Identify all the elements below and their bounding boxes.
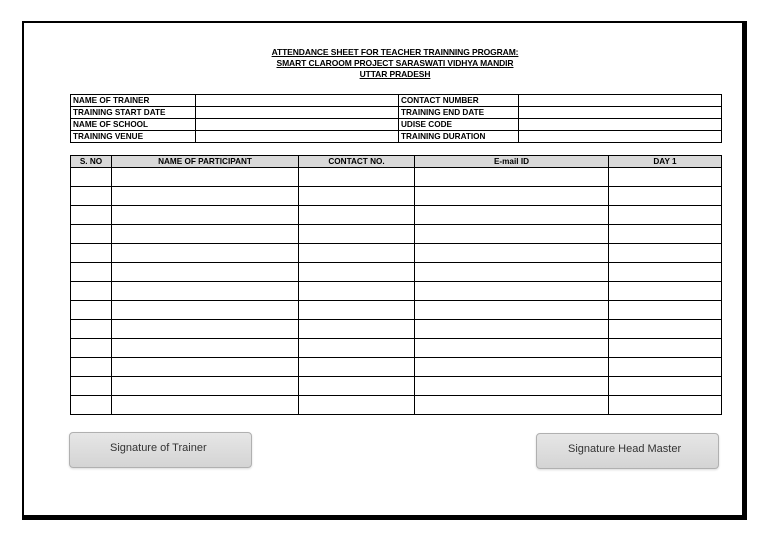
attendance-cell[interactable] xyxy=(609,320,722,339)
table-row xyxy=(71,244,722,263)
attendance-cell[interactable] xyxy=(299,301,415,320)
attendance-cell[interactable] xyxy=(71,187,112,206)
table-row xyxy=(71,377,722,396)
attendance-cell[interactable] xyxy=(112,339,299,358)
info-row xyxy=(71,107,722,119)
table-row xyxy=(71,339,722,358)
attendance-cell[interactable] xyxy=(112,244,299,263)
attendance-cell[interactable] xyxy=(415,301,609,320)
info-label: UDISE CODE xyxy=(399,119,519,131)
attendance-cell[interactable] xyxy=(415,396,609,415)
attendance-cell[interactable] xyxy=(415,282,609,301)
attendance-cell[interactable] xyxy=(299,187,415,206)
attendance-cell[interactable] xyxy=(71,206,112,225)
info-label: NAME OF SCHOOL xyxy=(71,119,196,131)
table-row xyxy=(71,396,722,415)
attendance-cell[interactable] xyxy=(415,377,609,396)
duration-field[interactable] xyxy=(519,131,722,143)
attendance-cell[interactable] xyxy=(415,358,609,377)
attendance-cell[interactable] xyxy=(609,187,722,206)
info-label: NAME OF TRAINER xyxy=(71,95,196,107)
table-row xyxy=(71,206,722,225)
table-row xyxy=(71,263,722,282)
udise-code-field[interactable] xyxy=(519,119,722,131)
info-label: TRAINING END DATE xyxy=(399,107,519,119)
head-master-signature-box[interactable] xyxy=(536,433,719,469)
attendance-cell[interactable] xyxy=(71,320,112,339)
contact-number-field[interactable] xyxy=(519,95,722,107)
attendance-cell[interactable] xyxy=(299,168,415,187)
attendance-cell[interactable] xyxy=(609,358,722,377)
attendance-cell[interactable] xyxy=(609,168,722,187)
start-date-field[interactable] xyxy=(196,107,399,119)
end-date-field[interactable] xyxy=(519,107,722,119)
attendance-cell[interactable] xyxy=(71,282,112,301)
attendance-cell[interactable] xyxy=(112,206,299,225)
attendance-cell[interactable] xyxy=(609,377,722,396)
column-header: NAME OF PARTICIPANT xyxy=(112,156,299,168)
attendance-cell[interactable] xyxy=(71,377,112,396)
attendance-cell[interactable] xyxy=(112,168,299,187)
venue-field[interactable] xyxy=(196,131,399,143)
attendance-cell[interactable] xyxy=(71,168,112,187)
trainer-signature-box[interactable] xyxy=(69,432,252,468)
attendance-cell[interactable] xyxy=(112,187,299,206)
attendance-cell[interactable] xyxy=(609,339,722,358)
attendance-cell[interactable] xyxy=(415,225,609,244)
attendance-cell[interactable] xyxy=(415,320,609,339)
attendance-cell[interactable] xyxy=(415,339,609,358)
attendance-cell[interactable] xyxy=(71,358,112,377)
attendance-cell[interactable] xyxy=(609,263,722,282)
sheet-title-line-2: SMART CLAROOM PROJECT SARASWATI VIDHYA MANDIR xyxy=(276,58,514,68)
info-label: TRAINING START DATE xyxy=(71,107,196,119)
attendance-cell[interactable] xyxy=(71,263,112,282)
attendance-cell[interactable] xyxy=(609,244,722,263)
table-row xyxy=(71,358,722,377)
attendance-cell[interactable] xyxy=(112,320,299,339)
attendance-cell[interactable] xyxy=(112,263,299,282)
attendance-cell[interactable] xyxy=(609,225,722,244)
school-name-field[interactable] xyxy=(196,119,399,131)
attendance-cell[interactable] xyxy=(299,206,415,225)
head-master-signature-label: Signature Head Master xyxy=(568,443,682,455)
attendance-cell[interactable] xyxy=(112,358,299,377)
attendance-cell[interactable] xyxy=(299,377,415,396)
attendance-cell[interactable] xyxy=(609,396,722,415)
attendance-cell[interactable] xyxy=(299,358,415,377)
attendance-cell[interactable] xyxy=(415,187,609,206)
attendance-cell[interactable] xyxy=(609,282,722,301)
info-row xyxy=(71,119,722,131)
attendance-cell[interactable] xyxy=(415,168,609,187)
attendance-cell[interactable] xyxy=(415,206,609,225)
column-header: CONTACT NO. xyxy=(299,156,415,168)
table-row xyxy=(71,187,722,206)
column-header: S. NO xyxy=(71,156,112,168)
sheet-title-line-3: UTTAR PRADESH xyxy=(359,69,431,79)
trainer-name-field[interactable] xyxy=(196,95,399,107)
attendance-cell[interactable] xyxy=(299,244,415,263)
attendance-cell[interactable] xyxy=(299,339,415,358)
info-label: CONTACT NUMBER xyxy=(399,95,519,107)
attendance-cell[interactable] xyxy=(299,320,415,339)
attendance-cell[interactable] xyxy=(71,225,112,244)
table-row xyxy=(71,320,722,339)
attendance-header-row xyxy=(71,156,722,168)
table-row xyxy=(71,225,722,244)
attendance-cell[interactable] xyxy=(609,301,722,320)
attendance-cell[interactable] xyxy=(71,244,112,263)
sheet-title-line-1: ATTENDANCE SHEET FOR TEACHER TRAINNING PROGRAM: xyxy=(271,47,519,57)
info-row xyxy=(71,95,722,107)
attendance-rows xyxy=(71,168,722,415)
attendance-cell[interactable] xyxy=(415,244,609,263)
trainer-signature-label: Signature of Trainer xyxy=(110,442,207,454)
attendance-cell[interactable] xyxy=(609,206,722,225)
training-info-table xyxy=(70,94,722,143)
attendance-sheet xyxy=(22,21,747,520)
info-row xyxy=(71,131,722,143)
column-header: DAY 1 xyxy=(609,156,722,168)
attendance-cell[interactable] xyxy=(112,282,299,301)
info-label: TRAINING DURATION xyxy=(399,131,519,143)
attendance-cell[interactable] xyxy=(299,282,415,301)
table-row xyxy=(71,282,722,301)
column-header: E-mail ID xyxy=(415,156,609,168)
attendance-table xyxy=(70,155,722,415)
info-label: TRAINING VENUE xyxy=(71,131,196,143)
sheet-frame xyxy=(24,23,745,518)
attendance-cell[interactable] xyxy=(415,263,609,282)
attendance-cell[interactable] xyxy=(112,377,299,396)
table-row xyxy=(71,301,722,320)
attendance-cell[interactable] xyxy=(112,301,299,320)
attendance-cell[interactable] xyxy=(71,396,112,415)
table-row xyxy=(71,168,722,187)
attendance-cell[interactable] xyxy=(112,225,299,244)
attendance-cell[interactable] xyxy=(299,225,415,244)
attendance-cell[interactable] xyxy=(71,339,112,358)
attendance-cell[interactable] xyxy=(112,396,299,415)
attendance-cell[interactable] xyxy=(299,396,415,415)
attendance-cell[interactable] xyxy=(71,301,112,320)
attendance-cell[interactable] xyxy=(299,263,415,282)
